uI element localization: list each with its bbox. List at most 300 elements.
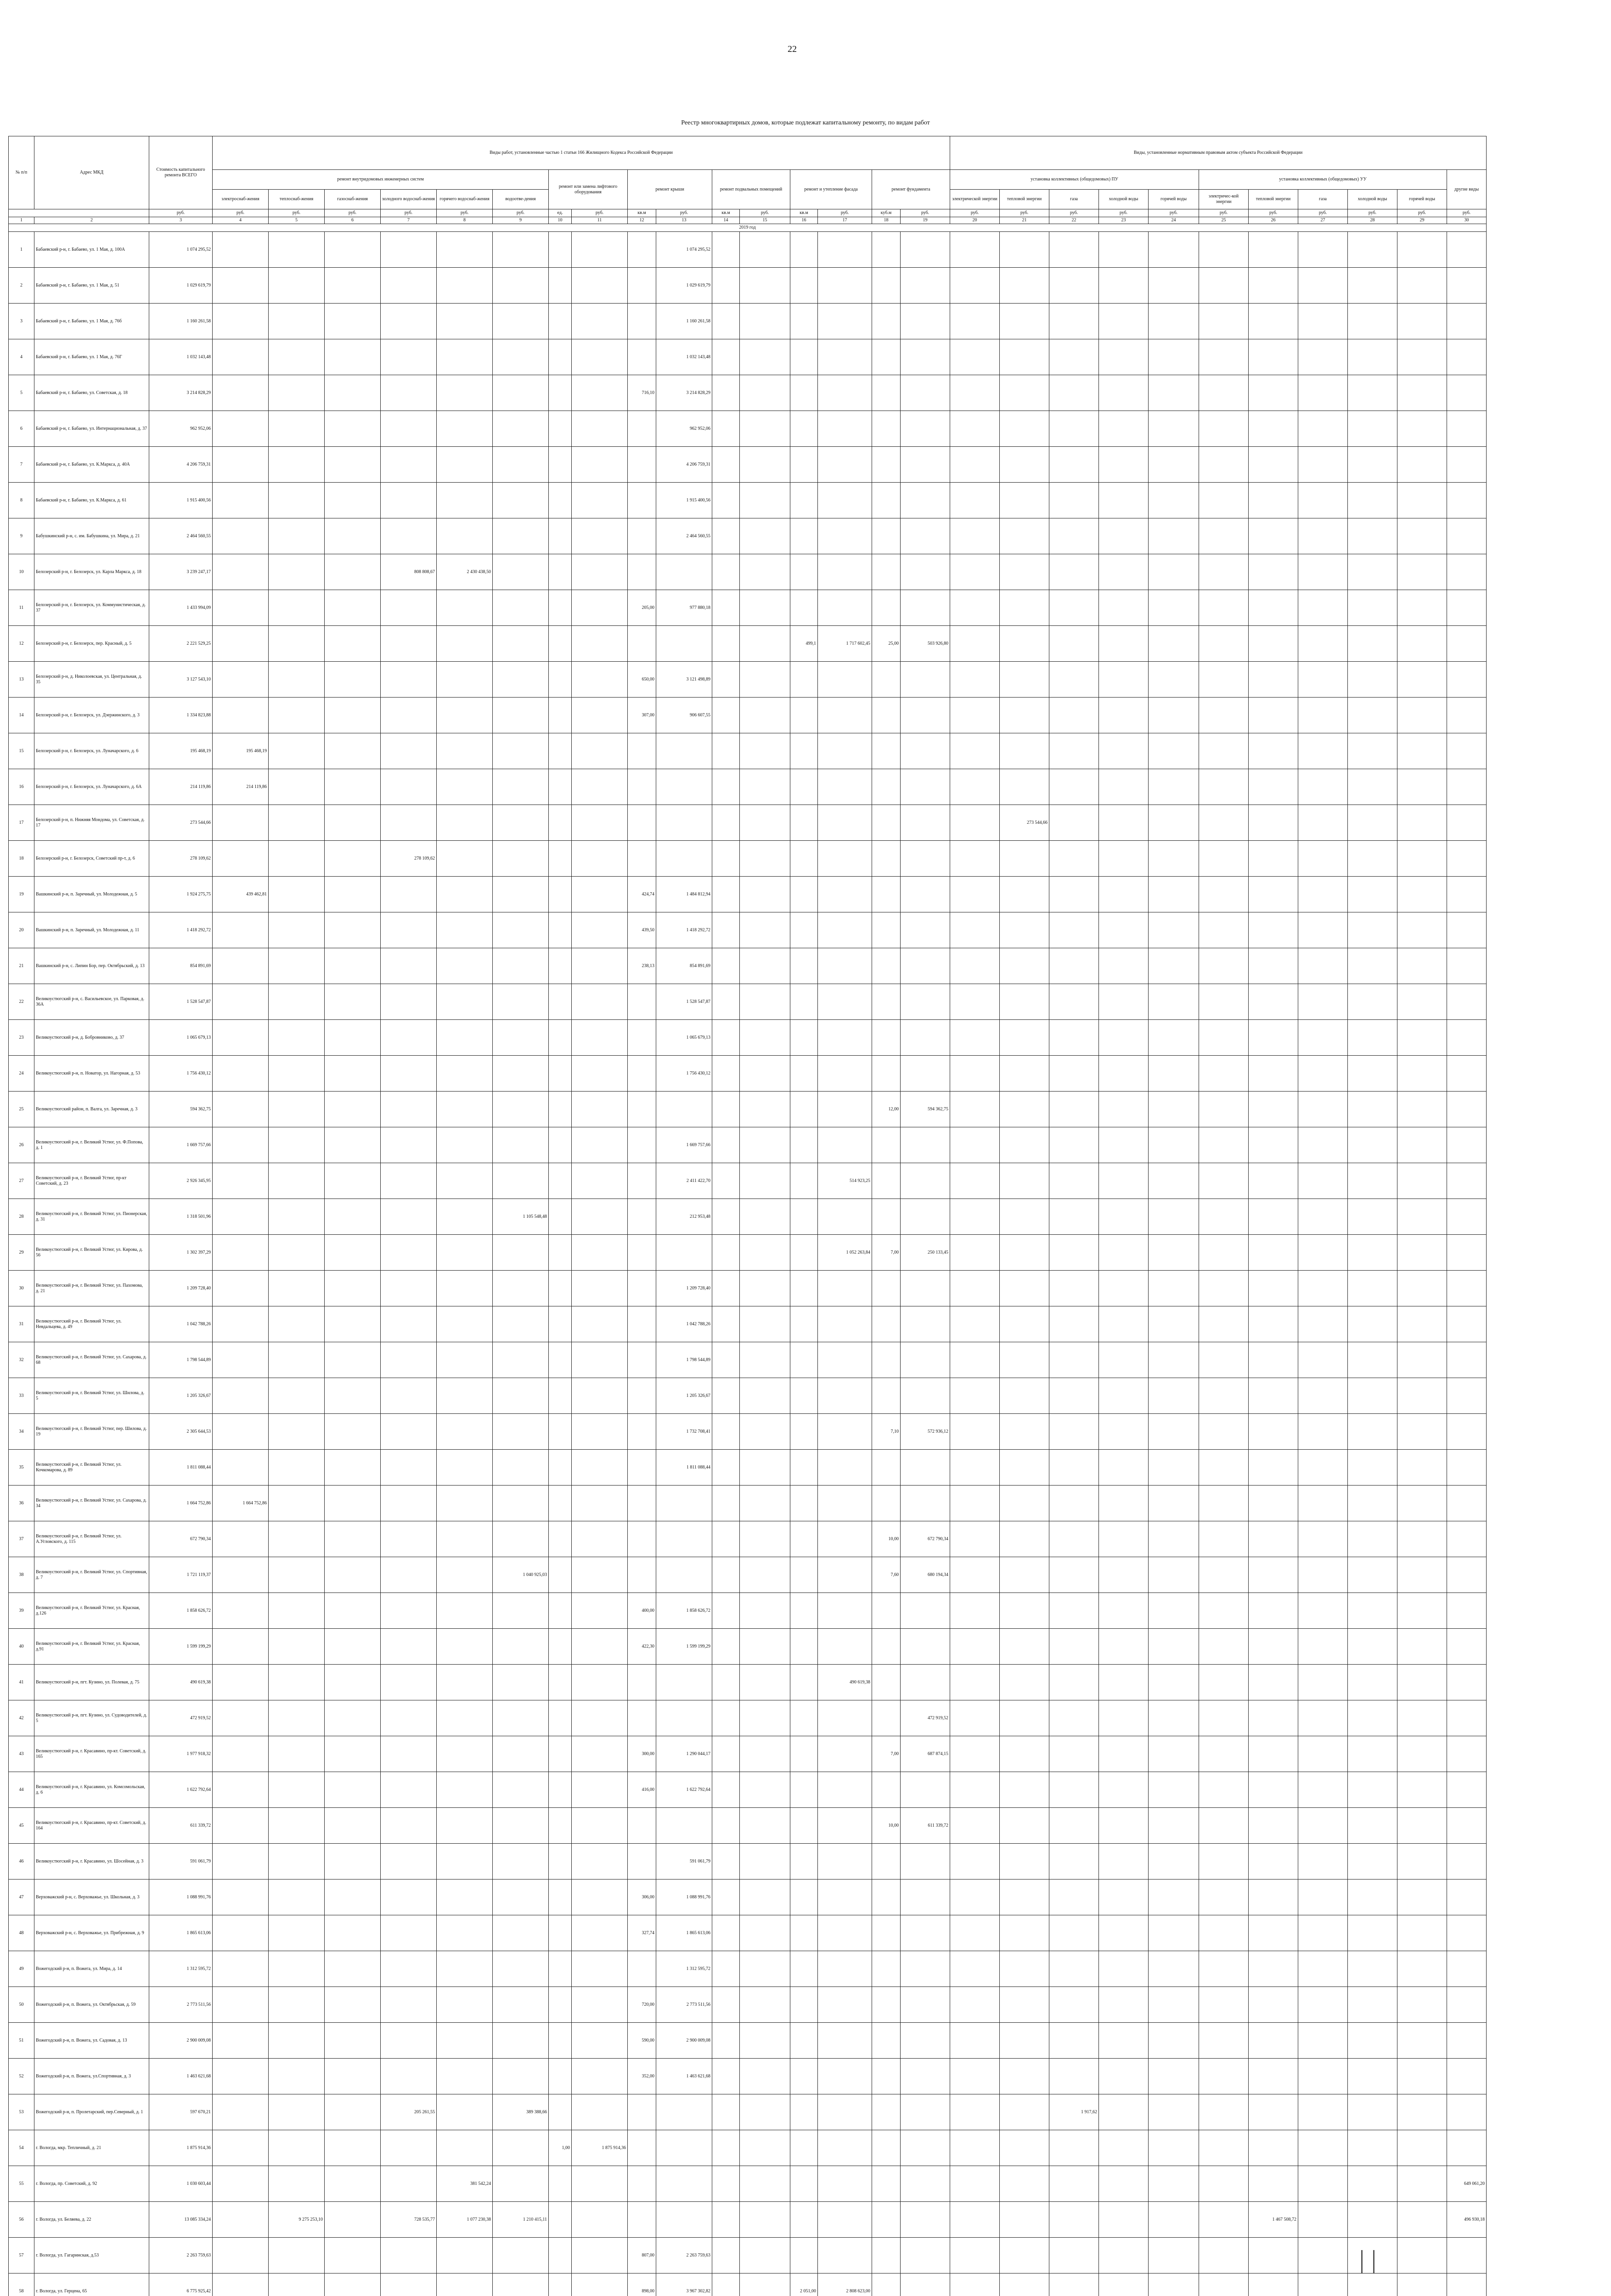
row-number: 3 xyxy=(9,304,34,339)
cell-col-11 xyxy=(572,447,628,483)
row-number: 14 xyxy=(9,698,34,733)
cell-col-5 xyxy=(269,841,325,877)
cell-col-20 xyxy=(950,2094,1000,2130)
row-total-cost: 1 664 752,86 xyxy=(149,1486,213,1521)
cell-col-10 xyxy=(549,1557,572,1593)
row-total-cost: 962 952,06 xyxy=(149,411,213,447)
cell-col-7 xyxy=(381,662,437,698)
cell-col-14 xyxy=(712,698,740,733)
cell-col-23 xyxy=(1099,733,1149,769)
cell-col-10 xyxy=(549,1092,572,1127)
cell-col-22 xyxy=(1049,1772,1099,1808)
cell-col-11 xyxy=(572,375,628,411)
cell-col-22 xyxy=(1049,1700,1099,1736)
cell-col-10 xyxy=(549,841,572,877)
row-address: Великоустюгский район, п. Валга, ул. Заречная, д. 3 xyxy=(34,1092,149,1127)
unit-cell: руб. xyxy=(572,209,628,217)
cell-col-16 xyxy=(790,1378,818,1414)
cell-col-16 xyxy=(790,375,818,411)
cell-col-26 xyxy=(1249,2023,1298,2059)
cell-col-23 xyxy=(1099,1844,1149,1880)
cell-col-19: 572 936,12 xyxy=(901,1414,950,1450)
table-row xyxy=(9,2238,1487,2273)
cell-col-22 xyxy=(1049,984,1099,1020)
cell-col-9 xyxy=(493,1629,549,1665)
cell-col-14 xyxy=(712,268,740,304)
cell-col-28 xyxy=(1348,1127,1397,1163)
cell-col-19 xyxy=(901,2059,950,2094)
cell-col-4 xyxy=(213,698,269,733)
cell-col-26 xyxy=(1249,2166,1298,2202)
cell-col-11 xyxy=(572,1450,628,1486)
cell-col-24 xyxy=(1149,2202,1199,2238)
cell-col-17: 514 923,25 xyxy=(818,1163,872,1199)
table-row xyxy=(9,1199,1487,1235)
row-total-cost: 1 924 275,75 xyxy=(149,877,213,912)
cell-col-25 xyxy=(1199,948,1249,984)
cell-col-19 xyxy=(901,1987,950,2023)
cell-col-29 xyxy=(1397,1521,1447,1557)
cell-col-10 xyxy=(549,1772,572,1808)
cell-col-26 xyxy=(1249,375,1298,411)
row-address: Бабаевский р-н, г. Бабаево, ул. Советская, д. 18 xyxy=(34,375,149,411)
cell-col-6 xyxy=(325,805,381,841)
cell-col-30 xyxy=(1447,769,1487,805)
table-row xyxy=(9,769,1487,805)
cell-col-25 xyxy=(1199,1880,1249,1915)
cell-col-9 xyxy=(493,447,549,483)
cell-col-9 xyxy=(493,662,549,698)
cell-col-6 xyxy=(325,1880,381,1915)
cell-col-18 xyxy=(872,1593,901,1629)
row-number: 29 xyxy=(9,1235,34,1271)
cell-col-10 xyxy=(549,1271,572,1306)
cell-col-18 xyxy=(872,2094,901,2130)
cell-col-23 xyxy=(1099,1736,1149,1772)
cell-col-20 xyxy=(950,339,1000,375)
cell-col-21 xyxy=(1000,984,1049,1020)
row-total-cost: 2 221 529,25 xyxy=(149,626,213,662)
cell-col-7 xyxy=(381,805,437,841)
cell-col-30 xyxy=(1447,1880,1487,1915)
cell-col-7 xyxy=(381,1306,437,1342)
cell-col-25 xyxy=(1199,1808,1249,1844)
cell-col-13: 1 418 292,72 xyxy=(656,912,712,948)
row-address: г. Вологда, ул. Гагаринская, д.53 xyxy=(34,2238,149,2273)
cell-col-13: 1 484 812,94 xyxy=(656,877,712,912)
table-row xyxy=(9,375,1487,411)
cell-col-11 xyxy=(572,1951,628,1987)
header-pu: установка коллективных (общедомовых) ПУ xyxy=(950,170,1199,190)
cell-col-12 xyxy=(628,2130,656,2166)
cell-col-26 xyxy=(1249,1951,1298,1987)
cell-col-5 xyxy=(269,1629,325,1665)
cell-col-10 xyxy=(549,2023,572,2059)
cell-col-11 xyxy=(572,1987,628,2023)
cell-col-15 xyxy=(740,1915,790,1951)
cell-col-6 xyxy=(325,2130,381,2166)
cell-col-30 xyxy=(1447,1127,1487,1163)
row-number: 12 xyxy=(9,626,34,662)
cell-col-9 xyxy=(493,698,549,733)
cell-col-19 xyxy=(901,447,950,483)
cell-col-20 xyxy=(950,1665,1000,1700)
cell-col-9 xyxy=(493,268,549,304)
cell-col-20 xyxy=(950,483,1000,518)
cell-col-4 xyxy=(213,1235,269,1271)
cell-col-23 xyxy=(1099,1378,1149,1414)
cell-col-16 xyxy=(790,912,818,948)
cell-col-28 xyxy=(1348,2059,1397,2094)
cell-col-5 xyxy=(269,1736,325,1772)
cell-col-21 xyxy=(1000,1772,1049,1808)
cell-col-28 xyxy=(1348,1557,1397,1593)
cell-col-9 xyxy=(493,948,549,984)
cell-col-13: 854 891,69 xyxy=(656,948,712,984)
row-address: Бабаевский р-н, г. Бабаево, ул. 1 Мая, д. 100А xyxy=(34,232,149,268)
cell-col-29 xyxy=(1397,1665,1447,1700)
cell-col-20 xyxy=(950,1163,1000,1199)
cell-col-7 xyxy=(381,483,437,518)
cell-col-12 xyxy=(628,483,656,518)
cell-col-5 xyxy=(269,1199,325,1235)
cell-col-22 xyxy=(1049,1844,1099,1880)
cell-col-15 xyxy=(740,1127,790,1163)
cell-col-16 xyxy=(790,268,818,304)
cell-col-27 xyxy=(1298,232,1348,268)
cell-col-14 xyxy=(712,2130,740,2166)
cell-col-25 xyxy=(1199,1736,1249,1772)
cell-col-18 xyxy=(872,805,901,841)
cell-col-15 xyxy=(740,1665,790,1700)
cell-col-21: 273 544,66 xyxy=(1000,805,1049,841)
cell-col-4 xyxy=(213,626,269,662)
cell-col-27 xyxy=(1298,1020,1348,1056)
cell-col-22 xyxy=(1049,2202,1099,2238)
cell-col-24 xyxy=(1149,1593,1199,1629)
unit-cell: кв.м xyxy=(628,209,656,217)
cell-col-9 xyxy=(493,1163,549,1199)
cell-col-22 xyxy=(1049,590,1099,626)
cell-col-10 xyxy=(549,2202,572,2238)
cell-col-25 xyxy=(1199,2130,1249,2166)
cell-col-23 xyxy=(1099,1020,1149,1056)
row-total-cost: 1 858 626,72 xyxy=(149,1593,213,1629)
cell-col-22 xyxy=(1049,1306,1099,1342)
cell-col-23 xyxy=(1099,590,1149,626)
cell-col-30 xyxy=(1447,268,1487,304)
year-row xyxy=(9,224,1487,232)
cell-col-13: 212 953,48 xyxy=(656,1199,712,1235)
cell-col-21 xyxy=(1000,1486,1049,1521)
table-row xyxy=(9,1629,1487,1665)
cell-col-23 xyxy=(1099,2059,1149,2094)
cell-col-7 xyxy=(381,1378,437,1414)
row-number: 41 xyxy=(9,1665,34,1700)
cell-col-14 xyxy=(712,1844,740,1880)
cell-col-17 xyxy=(818,447,872,483)
cell-col-19 xyxy=(901,733,950,769)
cell-col-26 xyxy=(1249,304,1298,339)
cell-col-11 xyxy=(572,1665,628,1700)
cell-col-18 xyxy=(872,662,901,698)
cell-col-16: 499,1 xyxy=(790,626,818,662)
column-number: 1 xyxy=(9,217,34,224)
row-total-cost: 1 528 547,87 xyxy=(149,984,213,1020)
cell-col-26 xyxy=(1249,1414,1298,1450)
cell-col-6 xyxy=(325,268,381,304)
row-total-cost: 1 756 430,12 xyxy=(149,1056,213,1092)
cell-col-27 xyxy=(1298,1486,1348,1521)
cell-col-27 xyxy=(1298,1557,1348,1593)
cell-col-23 xyxy=(1099,483,1149,518)
cell-col-27 xyxy=(1298,1056,1348,1092)
cell-col-16 xyxy=(790,1665,818,1700)
cell-col-14 xyxy=(712,1521,740,1557)
cell-col-15 xyxy=(740,411,790,447)
cell-col-9 xyxy=(493,984,549,1020)
cell-col-15 xyxy=(740,984,790,1020)
cell-col-17 xyxy=(818,268,872,304)
column-number: 18 xyxy=(872,217,901,224)
cell-col-28 xyxy=(1348,626,1397,662)
cell-col-30 xyxy=(1447,232,1487,268)
cell-col-9 xyxy=(493,2023,549,2059)
cell-col-5 xyxy=(269,2130,325,2166)
cell-col-30 xyxy=(1447,304,1487,339)
cell-col-16 xyxy=(790,339,818,375)
cell-col-24 xyxy=(1149,2130,1199,2166)
cell-col-12 xyxy=(628,1056,656,1092)
cell-col-5 xyxy=(269,1593,325,1629)
cell-col-18: 7,10 xyxy=(872,1414,901,1450)
header-group-regional: Виды, установленные нормативным правовым актом субъекта Российской Федерации xyxy=(950,136,1487,170)
cell-col-4 xyxy=(213,1199,269,1235)
cell-col-14 xyxy=(712,984,740,1020)
header-uu-heat: тепловой энергии xyxy=(1249,190,1298,209)
cell-col-14 xyxy=(712,1736,740,1772)
cell-col-6 xyxy=(325,1736,381,1772)
cell-col-16 xyxy=(790,2238,818,2273)
cell-col-5 xyxy=(269,1665,325,1700)
cell-col-23 xyxy=(1099,518,1149,554)
cell-col-8 xyxy=(437,268,493,304)
cell-col-8 xyxy=(437,2023,493,2059)
cell-col-7 xyxy=(381,1163,437,1199)
cell-col-9 xyxy=(493,2273,549,2296)
cell-col-28 xyxy=(1348,1199,1397,1235)
cell-col-29 xyxy=(1397,2094,1447,2130)
cell-col-29 xyxy=(1397,1199,1447,1235)
row-number: 20 xyxy=(9,912,34,948)
cell-col-15 xyxy=(740,1092,790,1127)
cell-col-15 xyxy=(740,1056,790,1092)
cell-col-10 xyxy=(549,1306,572,1342)
cell-col-17 xyxy=(818,1593,872,1629)
cell-col-20 xyxy=(950,375,1000,411)
cell-col-14 xyxy=(712,232,740,268)
table-row xyxy=(9,1450,1487,1486)
cell-col-16 xyxy=(790,1951,818,1987)
cell-col-10 xyxy=(549,877,572,912)
row-total-cost: 3 127 543,10 xyxy=(149,662,213,698)
cell-col-16 xyxy=(790,1163,818,1199)
row-number: 15 xyxy=(9,733,34,769)
row-total-cost: 273 544,66 xyxy=(149,805,213,841)
cell-col-6 xyxy=(325,590,381,626)
cell-col-17 xyxy=(818,2166,872,2202)
cell-col-27 xyxy=(1298,1700,1348,1736)
cell-col-10 xyxy=(549,1844,572,1880)
cell-col-22 xyxy=(1049,1629,1099,1665)
cell-col-5 xyxy=(269,590,325,626)
cell-col-19: 687 874,15 xyxy=(901,1736,950,1772)
cell-col-6 xyxy=(325,483,381,518)
cell-col-6 xyxy=(325,1235,381,1271)
cell-col-12 xyxy=(628,805,656,841)
cell-col-14 xyxy=(712,1486,740,1521)
cell-col-27 xyxy=(1298,733,1348,769)
row-number: 16 xyxy=(9,769,34,805)
cell-col-28 xyxy=(1348,1772,1397,1808)
row-number: 46 xyxy=(9,1844,34,1880)
cell-col-10 xyxy=(549,1629,572,1665)
cell-col-28 xyxy=(1348,733,1397,769)
cell-col-7 xyxy=(381,1808,437,1844)
cell-col-26 xyxy=(1249,518,1298,554)
cell-col-4 xyxy=(213,912,269,948)
cell-col-15 xyxy=(740,1593,790,1629)
cell-col-22 xyxy=(1049,662,1099,698)
cell-col-17 xyxy=(818,1486,872,1521)
cell-col-26 xyxy=(1249,232,1298,268)
cell-col-28 xyxy=(1348,2023,1397,2059)
row-total-cost: 472 919,52 xyxy=(149,1700,213,1736)
table-row xyxy=(9,912,1487,948)
cell-col-30 xyxy=(1447,1808,1487,1844)
document-title: Реестр многоквартирных домов, которые подлежат капитальному ремонту, по видам работ xyxy=(0,119,1611,127)
cell-col-16 xyxy=(790,1844,818,1880)
cell-col-6 xyxy=(325,733,381,769)
cell-col-26 xyxy=(1249,411,1298,447)
cell-col-8 xyxy=(437,1987,493,2023)
cell-col-28 xyxy=(1348,805,1397,841)
cell-col-10 xyxy=(549,375,572,411)
cell-col-20 xyxy=(950,518,1000,554)
cell-col-10 xyxy=(549,1235,572,1271)
cell-col-30 xyxy=(1447,1271,1487,1306)
cell-col-27 xyxy=(1298,1199,1348,1235)
cell-col-23 xyxy=(1099,1306,1149,1342)
cell-col-10 xyxy=(549,1665,572,1700)
cell-col-29 xyxy=(1397,447,1447,483)
row-address: г. Вологда, пр. Советский, д. 92 xyxy=(34,2166,149,2202)
cell-col-26 xyxy=(1249,1020,1298,1056)
cell-col-17 xyxy=(818,554,872,590)
cell-col-18 xyxy=(872,2023,901,2059)
row-total-cost: 1 318 501,96 xyxy=(149,1199,213,1235)
cell-col-24 xyxy=(1149,1808,1199,1844)
cell-col-12 xyxy=(628,268,656,304)
cell-col-6 xyxy=(325,1127,381,1163)
cell-col-12 xyxy=(628,411,656,447)
cell-col-5 xyxy=(269,2166,325,2202)
cell-col-7 xyxy=(381,1056,437,1092)
table-row xyxy=(9,733,1487,769)
cell-col-24 xyxy=(1149,1700,1199,1736)
column-number: 24 xyxy=(1149,217,1199,224)
cell-col-11 xyxy=(572,1056,628,1092)
header-pu-hot: горячей воды xyxy=(1149,190,1199,209)
cell-col-25 xyxy=(1199,268,1249,304)
cell-col-14 xyxy=(712,1127,740,1163)
cell-col-12 xyxy=(628,232,656,268)
cell-col-12 xyxy=(628,2094,656,2130)
cell-col-23 xyxy=(1099,1557,1149,1593)
cell-col-11 xyxy=(572,1306,628,1342)
cell-col-28 xyxy=(1348,1450,1397,1486)
cell-col-25 xyxy=(1199,877,1249,912)
cell-col-7 xyxy=(381,2238,437,2273)
cell-col-4 xyxy=(213,1880,269,1915)
cell-col-10 xyxy=(549,411,572,447)
cell-col-30 xyxy=(1447,483,1487,518)
cell-col-7 xyxy=(381,626,437,662)
header-electric: электроснаб-жения xyxy=(213,190,269,209)
cell-col-24 xyxy=(1149,483,1199,518)
cell-col-19: 680 194,34 xyxy=(901,1557,950,1593)
cell-col-29 xyxy=(1397,877,1447,912)
cell-col-12: 720,00 xyxy=(628,1987,656,2023)
table-row xyxy=(9,518,1487,554)
cell-col-10 xyxy=(549,1915,572,1951)
cell-col-16 xyxy=(790,1092,818,1127)
cell-col-7: 205 261,55 xyxy=(381,2094,437,2130)
cell-col-12: 650,00 xyxy=(628,662,656,698)
cell-col-20 xyxy=(950,1844,1000,1880)
cell-col-4 xyxy=(213,1127,269,1163)
cell-col-23 xyxy=(1099,877,1149,912)
cell-col-9 xyxy=(493,1736,549,1772)
cell-col-8 xyxy=(437,769,493,805)
cell-col-9 xyxy=(493,2059,549,2094)
cell-col-15 xyxy=(740,1987,790,2023)
cell-col-6 xyxy=(325,698,381,733)
cell-col-29 xyxy=(1397,2130,1447,2166)
table-row xyxy=(9,1163,1487,1199)
cell-col-10 xyxy=(549,733,572,769)
cell-col-14 xyxy=(712,769,740,805)
row-address: Белозерский р-н, п. Нижняя Мондома, ул. Советская, д. 17 xyxy=(34,805,149,841)
cell-col-25 xyxy=(1199,1271,1249,1306)
table-row xyxy=(9,268,1487,304)
cell-col-6 xyxy=(325,2059,381,2094)
cell-col-14 xyxy=(712,912,740,948)
stamp-mark xyxy=(1359,2250,1378,2273)
cell-col-18 xyxy=(872,447,901,483)
cell-col-24 xyxy=(1149,1342,1199,1378)
cell-col-20 xyxy=(950,1092,1000,1127)
cell-col-20 xyxy=(950,2238,1000,2273)
cell-col-15 xyxy=(740,1700,790,1736)
cell-col-29 xyxy=(1397,375,1447,411)
cell-col-19 xyxy=(901,232,950,268)
cell-col-6 xyxy=(325,2166,381,2202)
cell-col-11 xyxy=(572,1486,628,1521)
cell-col-26 xyxy=(1249,1378,1298,1414)
cell-col-7 xyxy=(381,1092,437,1127)
cell-col-8 xyxy=(437,662,493,698)
